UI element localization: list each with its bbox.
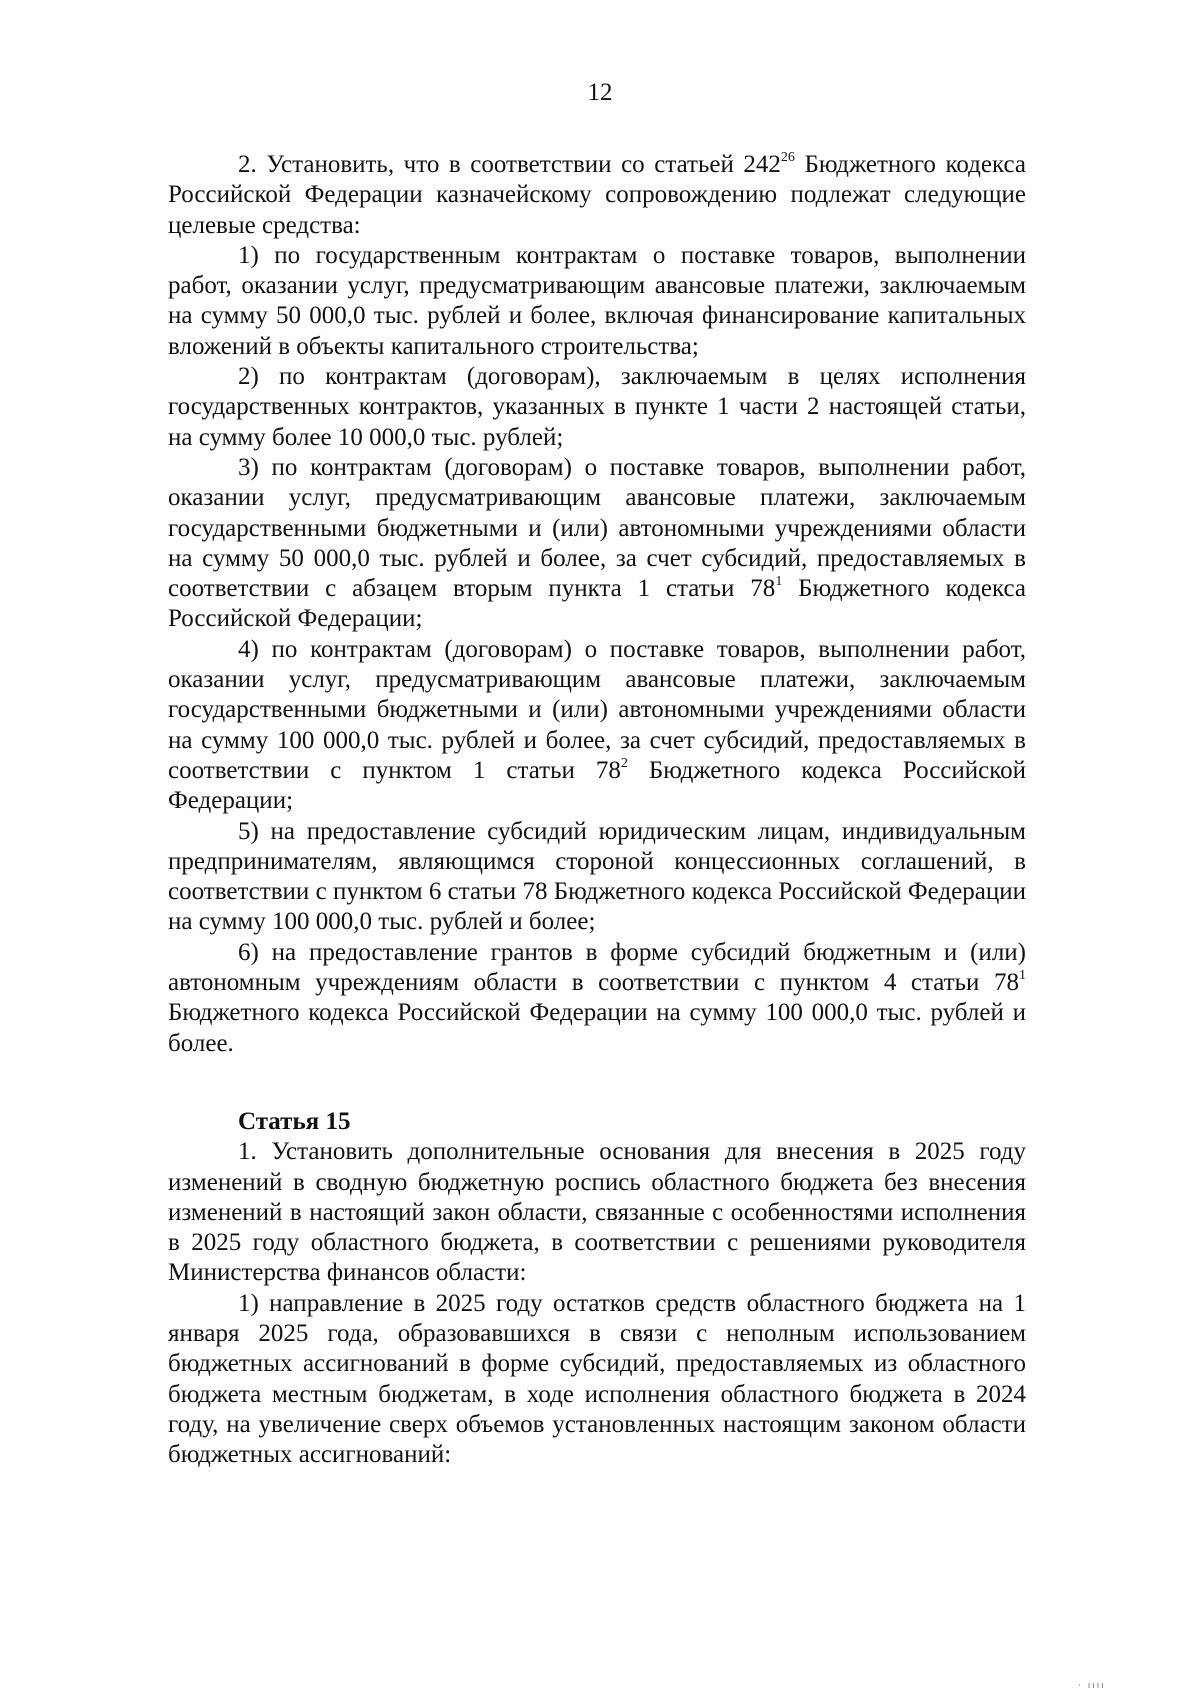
paragraph-text-continued: Бюджетного кодекса Российской Федерации; xyxy=(168,575,1027,633)
article-superscript: 1 xyxy=(1019,968,1026,984)
article-heading: Статья 15 xyxy=(238,1107,351,1135)
scan-artifact: · ıııı xyxy=(1078,1681,1106,1691)
paragraph-text: 1) по государственным контрактам о поставке товаров, выполнении работ, оказании услуг, предусматривающим авансовые платежи, заключаемым на сумму 50 000,0 тыс. рублей и более, включая финансирование капитальных вложений в объекты капитального строительства; xyxy=(168,241,1026,360)
paragraph-text: 4) по контрактам (договорам) о поставке товаров, выполнении работ, оказании услуг, предусматривающим авансовые платежи, заключаемым государственными бюджетными и (или) автономными учреждениями области на сумму 100 000,0 тыс. рублей и более, за счет субсидий, предоставляемых в соответствии с пунктом 1 статьи 78 xyxy=(168,635,1026,784)
paragraph xyxy=(168,1289,1026,1471)
paragraph-text: 3) по контрактам (договорам) о поставке товаров, выполнении работ, оказании услуг, предусматривающим авансовые платежи, заключаемым государственными бюджетными и (или) автономными учреждениями области на сумму 50 000,0 тыс. рублей и более, за счет субсидий, предоставляемых в соответствии с абзацем вторым пункта 1 статьи 78 xyxy=(168,453,1026,603)
paragraph xyxy=(168,150,1026,241)
paragraph xyxy=(168,362,1026,453)
paragraph-text-continued: Бюджетного кодекса Российской Федерации; xyxy=(168,756,1026,815)
paragraph-text: 5) на предоставление субсидий юридическим лицам, индивидуальным предпринимателям, являющимся стороной концессионных соглашений, в соответствии с пунктом 6 статьи 78 Бюджетного кодекса Российской Федерации на сумму 100 000,0 тыс. рублей и более; xyxy=(168,817,1026,936)
paragraph-text: 2. Установить, что в соответствии со статьей 242 xyxy=(238,151,781,178)
paragraph-text: 1. Установить дополнительные основания для внесения в 2025 году изменений в сводную бюджетную роспись областного бюджета без внесения изменений в настоящий закон области, связанные с особенностями исполнения в 2025 году областного бюджета, в соответствии с решениями руководителя Министерства финансов области: xyxy=(168,1138,1026,1287)
article-superscript: 1 xyxy=(775,574,783,590)
paragraph xyxy=(168,817,1026,938)
paragraph xyxy=(168,635,1026,817)
document-body xyxy=(168,150,1026,1470)
paragraph-text: 1) направление в 2025 году остатков средств областного бюджета на 1 января 2025 года, образовавшихся в связи с неполным использованием бюджетных ассигнований в форме субсидий, предоставляемых из областного бюджета местным бюджетам, в ходе исполнения областного бюджета в 2024 году, на увеличение сверх объемов установленных настоящим законом области бюджетных ассигнований: xyxy=(168,1289,1026,1469)
paragraph xyxy=(168,938,1026,1059)
article-15-part-1 xyxy=(168,1137,1026,1470)
paragraph xyxy=(168,1137,1026,1288)
paragraph xyxy=(168,453,1026,635)
paragraph-text-continued: Бюджетного кодекса Российской Федерации на сумму 100 000,0 тыс. рублей и более. xyxy=(168,999,1026,1057)
paragraph-text: 6) на предоставление грантов в форме субсидий бюджетным и (или) автономным учреждениям области в соответствии с пунктом 4 статьи 78 xyxy=(168,938,1026,997)
paragraph-text-continued: Бюджетного кодекса Российской Федерации казначейскому сопровождению подлежат следующие целевые средства: xyxy=(168,151,1026,239)
paragraph-text: 2) по контрактам (договорам), заключаемым в целях исполнения государственных контрактов, указанных в пункте 1 части 2 настоящей статьи, на сумму более 10 000,0 тыс. рублей; xyxy=(168,363,1026,451)
article-superscript: 2 xyxy=(620,755,628,771)
article-superscript: 26 xyxy=(780,150,795,165)
paragraph xyxy=(168,241,1026,362)
article-14-part-2 xyxy=(168,150,1026,1059)
page-number: 12 xyxy=(587,79,613,106)
